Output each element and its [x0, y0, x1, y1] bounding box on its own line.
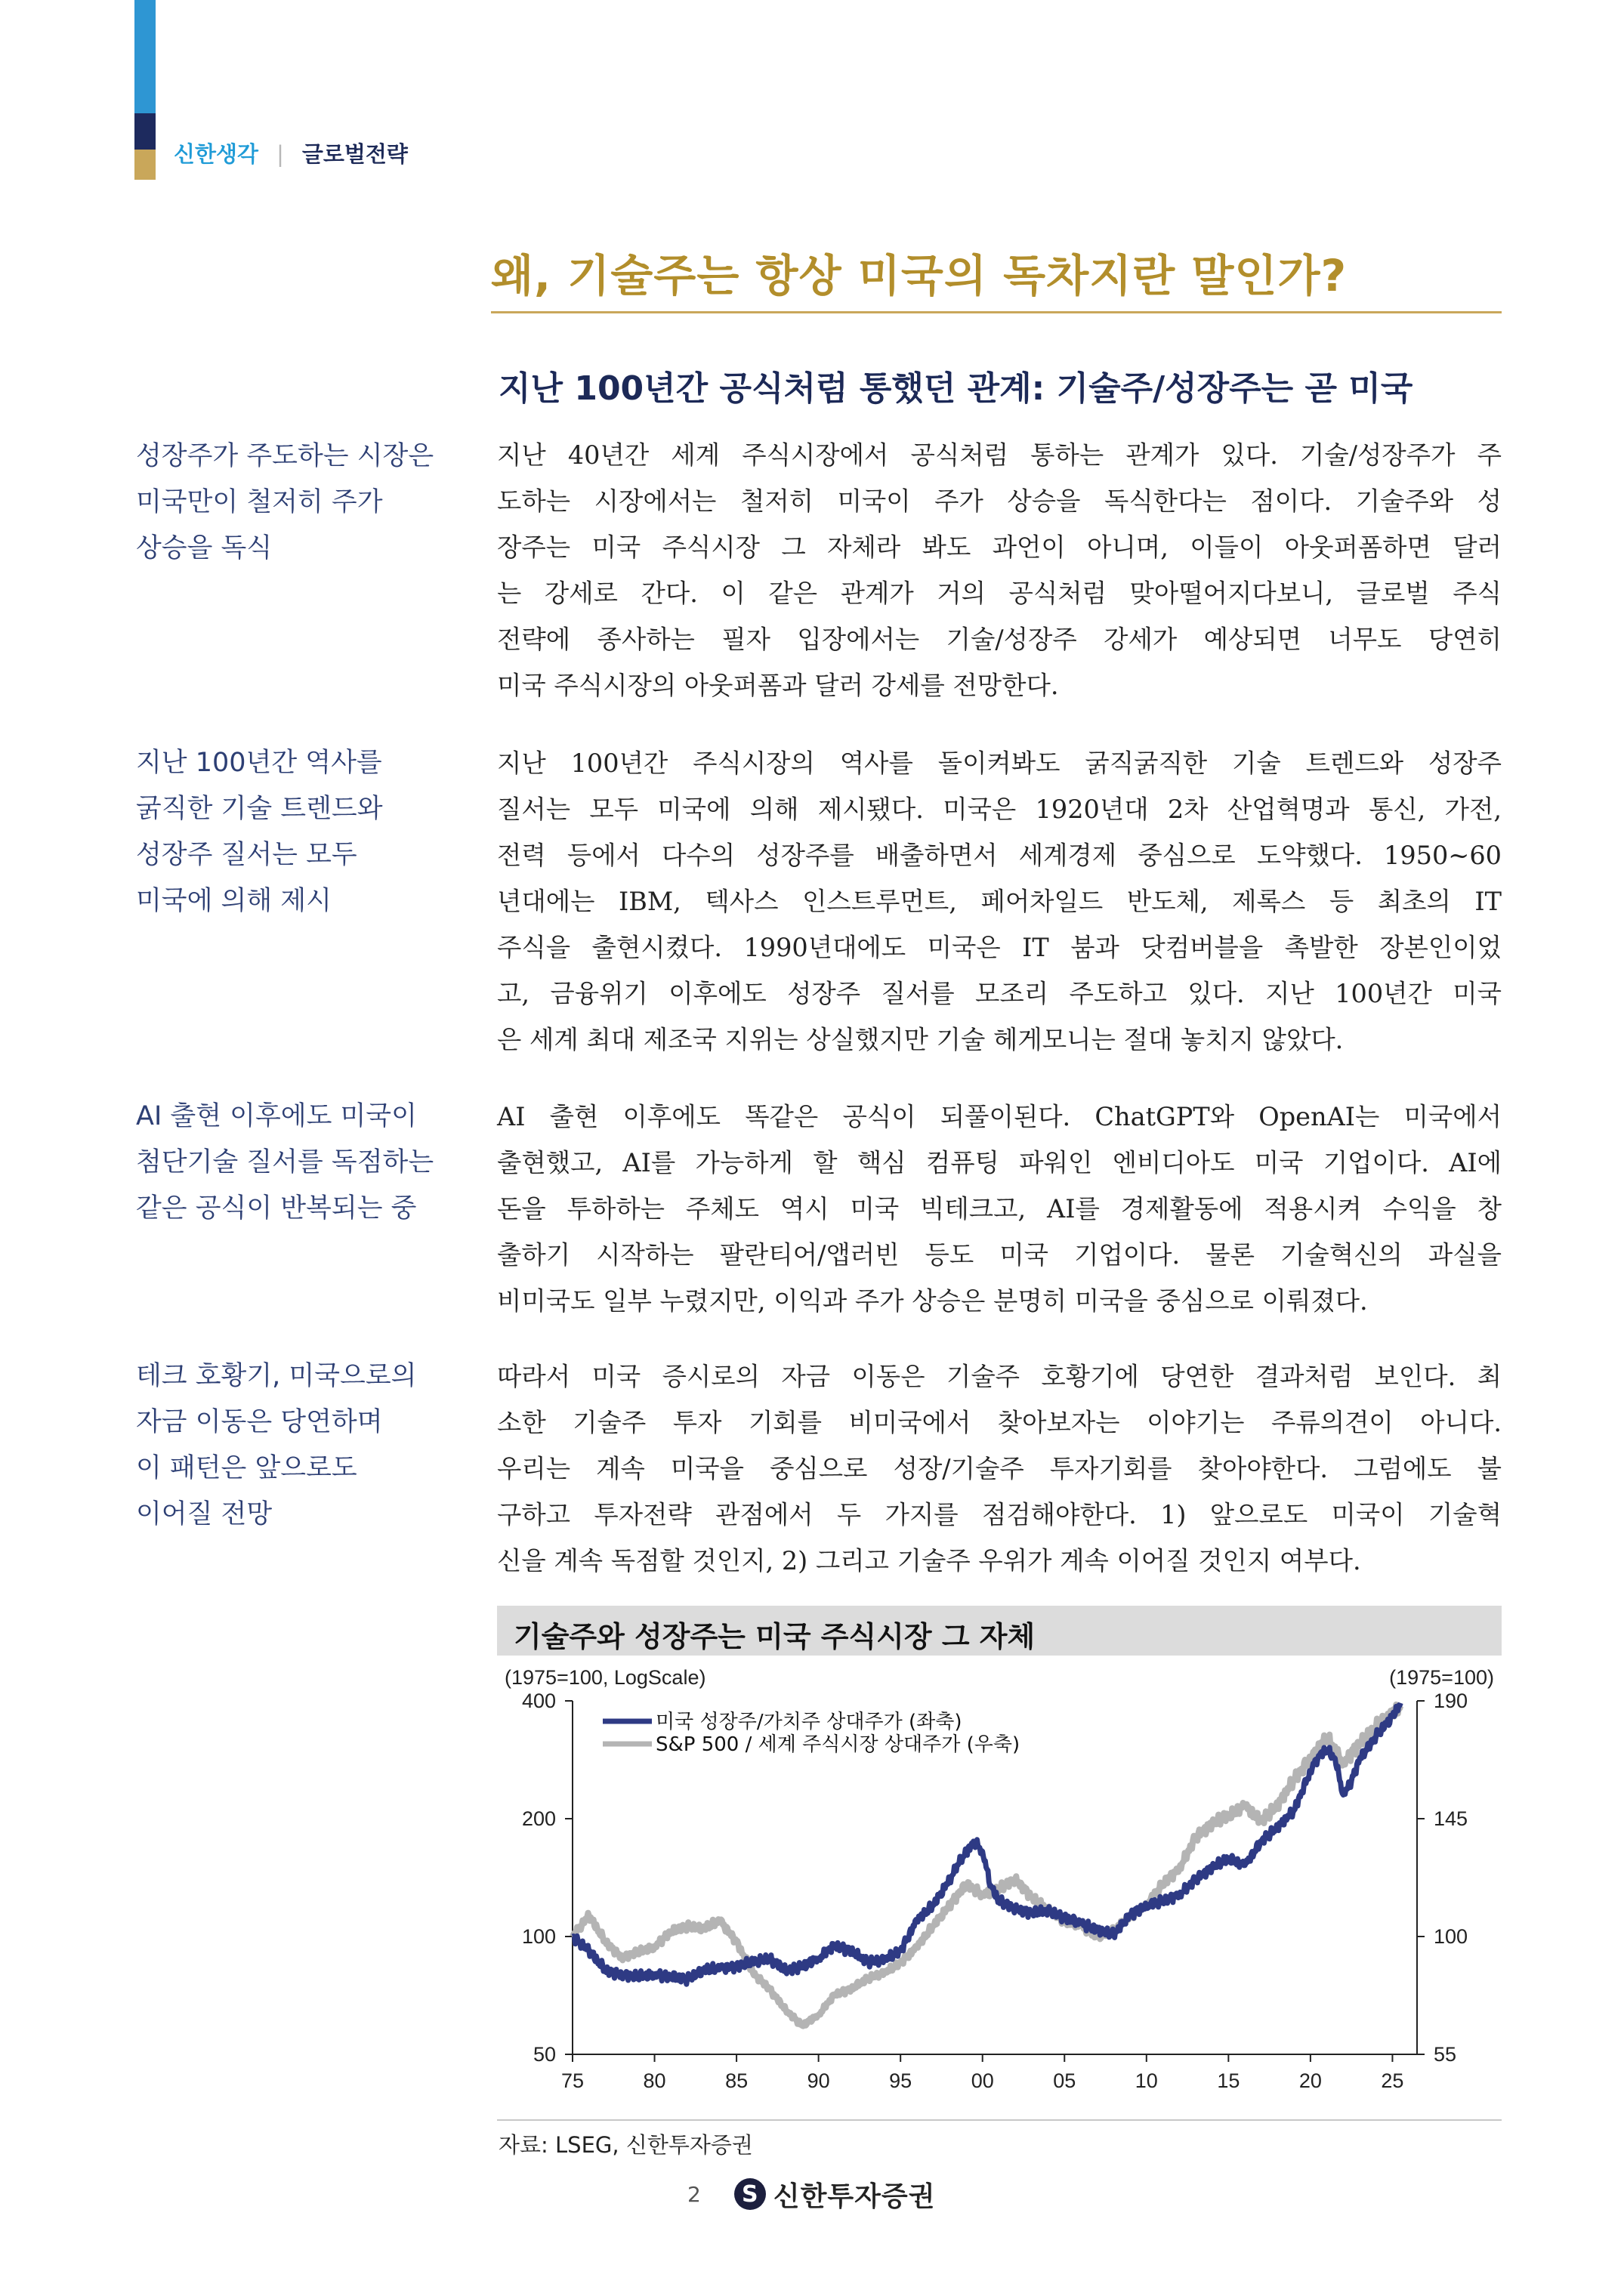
paragraph-4 — [497, 1353, 1502, 1584]
x-axis-tick-label: 25 — [1381, 2069, 1404, 2092]
paragraph-line: 은 세계 최대 제조국 지위는 상실했지만 기술 헤게모니는 절대 놓치지 않았다. — [497, 1025, 1344, 1054]
side-note-line: 굵직한 기술 트렌드와 — [136, 794, 383, 824]
side-note-line: 이 패턴은 앞으로도 — [136, 1453, 357, 1483]
side-note-line: 미국만이 철저히 주가 — [136, 487, 383, 517]
right-axis-tick-label: 100 — [1434, 1925, 1468, 1948]
right-axis-tick-label: 55 — [1434, 2043, 1457, 2066]
paragraph-line: 지난 100년간 주식시장의 역사를 돌이켜봐도 굵직굵직한 기술 트렌드와 성장주 — [497, 748, 1502, 778]
paragraph-line: 도하는 시장에서는 철저히 미국이 주가 상승을 독식한다는 점이다. 기술주와 성 — [497, 486, 1502, 516]
company-logo-icon: S — [734, 2178, 766, 2210]
side-note-line: 첨단기술 질서를 독점하는 — [136, 1147, 434, 1177]
paragraph-line: 장주는 미국 주식시장 그 자체라 봐도 과언이 아니며, 이들이 아웃퍼폼하면 달러 — [497, 532, 1502, 562]
side-note-line: 성장주 질서는 모두 — [136, 840, 357, 870]
paragraph-line: 미국 주식시장의 아웃퍼폼과 달러 강세를 전망한다. — [497, 671, 1059, 700]
side-note-line: 미국에 의해 제시 — [136, 886, 332, 916]
legend-label-sp500-relative: S&P 500 / 세계 주식시장 상대주가 (우축) — [656, 1733, 1020, 1756]
left-axis-tick-label: 50 — [533, 2043, 556, 2066]
side-note-line: 같은 공식이 반복되는 중 — [136, 1193, 417, 1224]
side-note-4 — [136, 1353, 453, 1538]
x-axis-tick-label: 05 — [1053, 2069, 1076, 2092]
header-brand: 신한생각 — [174, 141, 259, 167]
paragraph-line: 질서는 모두 미국에 의해 제시됐다. 미국은 1920년대 2차 산업혁명과 통신, 가전, — [497, 795, 1502, 824]
paragraph-line: 년대에는 IBM, 텍사스 인스트루먼트, 페어차일드 반도체, 제록스 등 최초의 IT — [497, 887, 1502, 916]
right-axis-note: (1975=100) — [1389, 1666, 1494, 1689]
x-axis-tick-label: 15 — [1217, 2069, 1240, 2092]
x-axis-tick-label: 75 — [560, 2069, 585, 2092]
title-underline — [491, 311, 1502, 313]
x-axis-tick-label: 20 — [1298, 2069, 1322, 2092]
paragraph-line: 돈을 투하하는 주체도 역시 미국 빅테크고, AI를 경제활동에 적용시켜 수익을 창 — [497, 1194, 1502, 1224]
paragraph-line: 비미국도 일부 누렸지만, 이익과 주가 상승은 분명히 미국을 중심으로 이뤄졌다. — [497, 1286, 1368, 1316]
page-number: 2 — [687, 2181, 701, 2207]
left-axis-tick-label: 400 — [521, 1690, 556, 1712]
paragraph-line: 신을 계속 독점할 것인지, 2) 그리고 기술주 우위가 계속 이어질 것인지 여부다. — [497, 1546, 1361, 1575]
paragraph-line: 고, 금융위기 이후에도 성장주 질서를 모조리 주도하고 있다. 지난 100년간 미국 — [497, 979, 1502, 1008]
chart-title: 기술주와 성장주는 미국 주식시장 그 자체 — [514, 1620, 1036, 1653]
side-note-line: 성장주가 주도하는 시장은 — [136, 441, 434, 471]
side-note-line: AI 출현 이후에도 미국이 — [136, 1101, 417, 1131]
header-section: 글로벌전략 — [301, 141, 408, 167]
company-name: 신한투자증권 — [773, 2180, 936, 2212]
side-note-1 — [136, 434, 453, 572]
left-axis-tick-label: 100 — [521, 1925, 556, 1948]
paragraph-line: 는 강세로 간다. 이 같은 관계가 거의 공식처럼 맞아떨어지다보니, 글로벌 주식 — [497, 579, 1502, 608]
page-title: 왜, 기술주는 항상 미국의 독차지란 말인가? — [491, 250, 1348, 301]
side-note-line: 상승을 독식 — [136, 533, 273, 563]
x-axis-tick-label: 10 — [1135, 2069, 1158, 2092]
x-axis-tick-label: 80 — [643, 2069, 666, 2092]
x-axis-tick-label: 90 — [807, 2069, 830, 2092]
paragraph-line: 우리는 계속 미국을 중심으로 성장/기술주 투자기회를 찾아야한다. 그럼에도 불 — [497, 1454, 1502, 1483]
side-note-3 — [136, 1094, 453, 1232]
paragraph-3 — [497, 1094, 1502, 1324]
side-note-line: 지난 100년간 역사를 — [136, 748, 382, 778]
paragraph-line: 따라서 미국 증시로의 자금 이동은 기술주 호황기에 당연한 결과처럼 보인다. 최 — [497, 1362, 1502, 1391]
side-note-2 — [136, 740, 453, 924]
accent-bar-navy — [134, 113, 156, 150]
left-axis-note: (1975=100, LogScale) — [505, 1666, 706, 1689]
left-axis-tick-label: 200 — [521, 1807, 556, 1830]
x-axis-tick-label: 00 — [971, 2069, 994, 2092]
x-axis-tick-label: 95 — [889, 2069, 912, 2092]
side-note-line: 자금 이동은 당연하며 — [136, 1407, 383, 1437]
side-note-line: 이어질 전망 — [136, 1499, 273, 1529]
paragraph-2 — [497, 740, 1502, 1063]
header — [174, 137, 408, 168]
legend-label-growth-value: 미국 성장주/가치주 상대주가 (좌축) — [656, 1711, 962, 1733]
x-axis-tick-label: 85 — [725, 2069, 749, 2092]
paragraph-1 — [497, 432, 1502, 708]
paragraph-line: 구하고 투자전략 관점에서 두 가지를 점검해야한다. 1) 앞으로도 미국이 기술혁 — [497, 1500, 1502, 1529]
accent-bar-blue — [134, 0, 156, 113]
paragraph-line: AI 출현 이후에도 똑같은 공식이 되풀이된다. ChatGPT와 OpenAI는 미국에서 — [497, 1102, 1502, 1131]
header-separator: | — [276, 141, 284, 167]
paragraph-line: 지난 40년간 세계 주식시장에서 공식처럼 통하는 관계가 있다. 기술/성장주가 주 — [497, 440, 1502, 470]
footer — [687, 2175, 935, 2213]
side-note-line: 테크 호황기, 미국으로의 — [136, 1361, 417, 1391]
paragraph-line: 소한 기술주 투자 기회를 비미국에서 찾아보자는 이야기는 주류의견이 아니다. — [497, 1408, 1502, 1437]
chart-bottom-rule — [497, 2119, 1502, 2121]
chart-title-bar — [497, 1606, 1502, 1656]
paragraph-line: 주식을 출현시켰다. 1990년대에도 미국은 IT 붐과 닷컴버블을 촉발한 장본인이었 — [497, 933, 1502, 962]
paragraph-line: 출현했고, AI를 가능하게 할 핵심 컴퓨팅 파워인 엔비디아도 미국 기업이다. AI에 — [497, 1148, 1502, 1177]
paragraph-line: 전력 등에서 다수의 성장주를 배출하면서 세계경제 중심으로 도약했다. 1950~60 — [497, 841, 1502, 870]
chart-area — [497, 1662, 1502, 2115]
accent-bar-gold — [134, 150, 156, 180]
paragraph-line: 전략에 종사하는 필자 입장에서는 기술/성장주 강세가 예상되면 너무도 당연히 — [497, 625, 1502, 654]
paragraph-line: 출하기 시작하는 팔란티어/앱러빈 등도 미국 기업이다. 물론 기술혁신의 과실을 — [497, 1240, 1502, 1270]
section-subtitle: 지난 100년간 공식처럼 통했던 관계: 기술주/성장주는 곧 미국 — [499, 369, 1413, 408]
right-axis-tick-label: 145 — [1434, 1807, 1468, 1830]
right-axis-tick-label: 190 — [1434, 1690, 1468, 1712]
chart-source: 자료: LSEG, 신한투자증권 — [499, 2132, 753, 2158]
